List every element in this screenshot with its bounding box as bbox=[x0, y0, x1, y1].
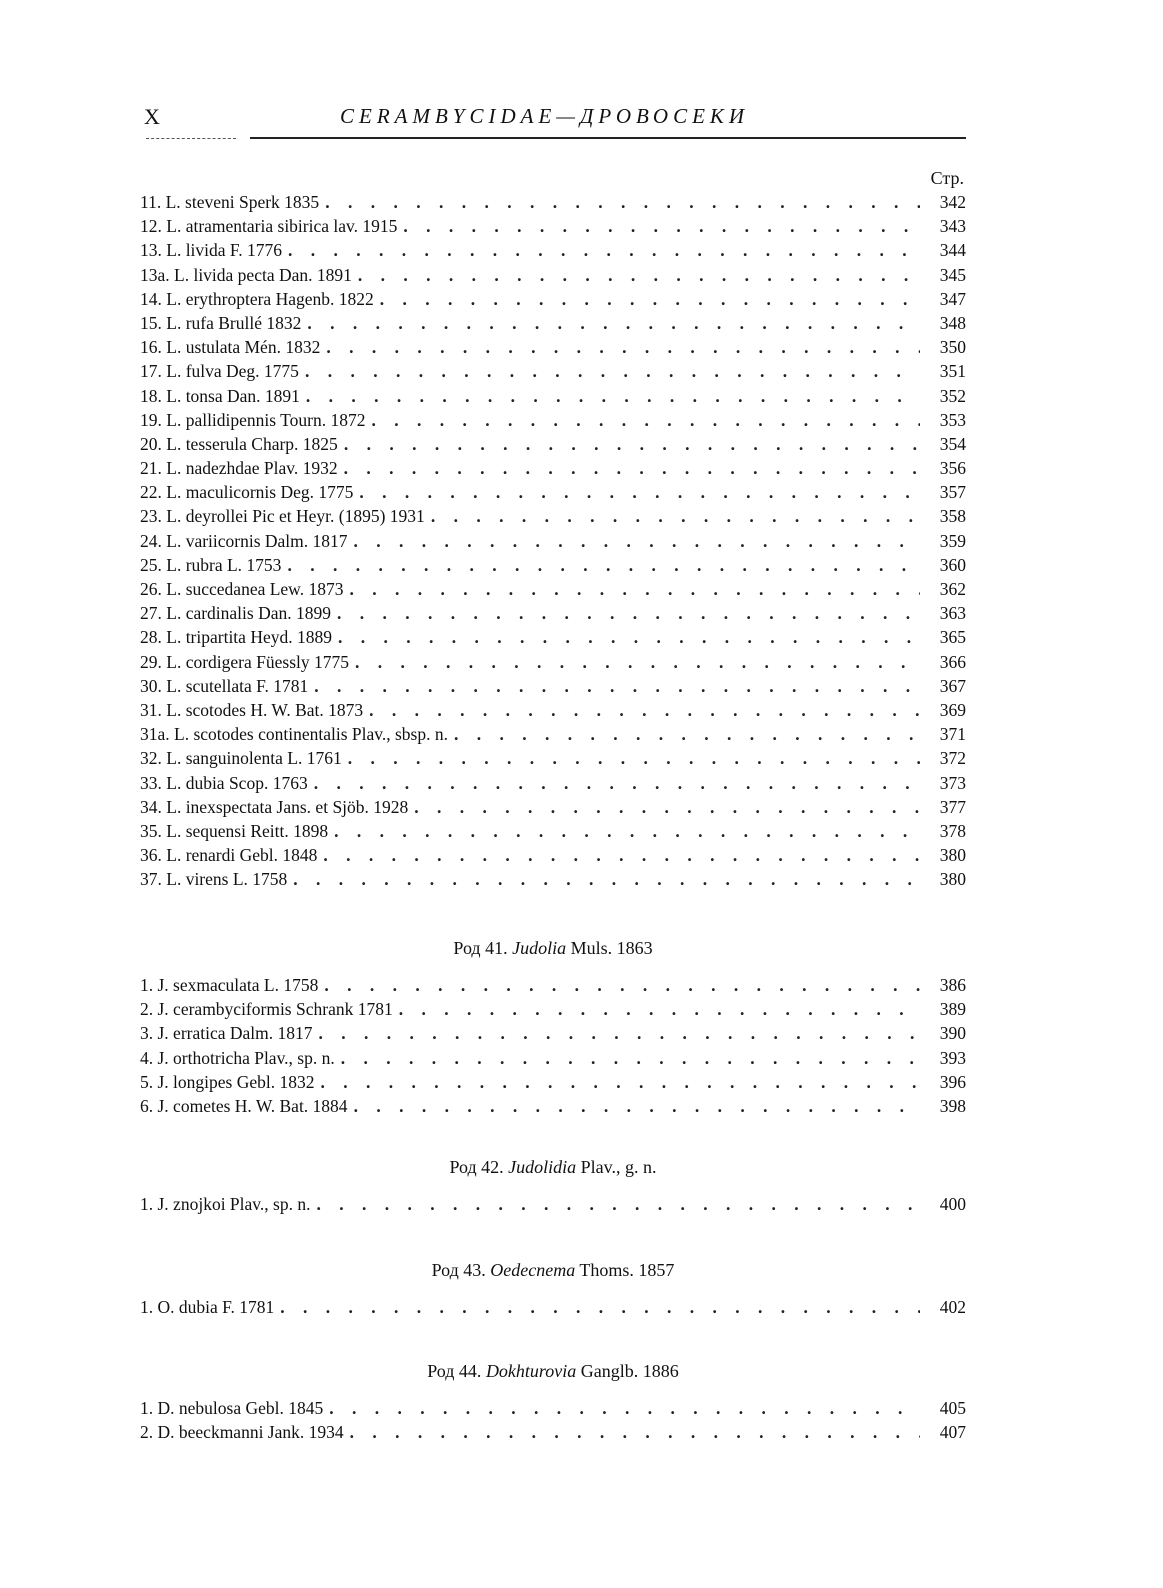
page-number: 400 bbox=[939, 1194, 966, 1214]
list-item bbox=[140, 410, 966, 434]
page-number: 353 bbox=[939, 409, 966, 430]
species-name: 29. L. cordigera Füessly 1775 bbox=[140, 651, 349, 672]
page-number: 362 bbox=[939, 579, 966, 599]
page-number: 405 bbox=[939, 1398, 966, 1418]
list-item bbox=[140, 579, 966, 603]
page-number: 365 bbox=[939, 627, 966, 648]
list-item bbox=[140, 1398, 966, 1422]
list-item bbox=[140, 1297, 966, 1321]
species-name: 27. L. cardinalis Dan. 1899 bbox=[140, 603, 331, 624]
page-number: 389 bbox=[939, 999, 966, 1020]
list-item bbox=[140, 869, 966, 893]
list-item bbox=[140, 748, 966, 772]
list-item bbox=[140, 506, 966, 530]
genus-heading bbox=[140, 935, 966, 961]
dot-leader bbox=[349, 579, 920, 600]
dot-leader bbox=[380, 289, 920, 310]
genus-author: Plav., g. n. bbox=[576, 1157, 657, 1177]
dot-leader bbox=[338, 627, 920, 648]
page-number: 354 bbox=[939, 433, 966, 454]
genus-heading bbox=[140, 1154, 966, 1180]
dot-leader bbox=[354, 531, 920, 552]
page-number: 343 bbox=[939, 216, 966, 237]
dot-leader bbox=[287, 555, 920, 576]
dot-leader bbox=[348, 748, 920, 769]
genus-name: Dokhturovia bbox=[485, 1361, 577, 1381]
species-name: 5. J. longipes Gebl. 1832 bbox=[140, 1071, 315, 1092]
species-name: 33. L. dubia Scop. 1763 bbox=[140, 772, 308, 793]
species-name: 12. L. atramentaria sibirica lav. 1915 bbox=[140, 216, 398, 237]
dot-leader bbox=[280, 1297, 920, 1318]
dot-leader bbox=[325, 192, 920, 213]
list-item bbox=[140, 1422, 966, 1446]
dot-leader bbox=[344, 434, 920, 455]
list-item bbox=[140, 361, 966, 385]
contents-section bbox=[140, 1257, 966, 1321]
list-item bbox=[140, 724, 966, 748]
species-name: 32. L. sanguinolenta L. 1761 bbox=[140, 748, 342, 769]
species-name: 3. J. erratica Dalm. 1817 bbox=[140, 1023, 313, 1044]
species-name: 23. L. deyrollei Pic et Heyr. (1895) 1931 bbox=[140, 506, 425, 527]
genus-heading bbox=[140, 1257, 966, 1283]
genus-number: Род 44. bbox=[427, 1361, 486, 1381]
species-name: 13. L. livida F. 1776 bbox=[140, 240, 282, 261]
species-name: 25. L. rubra L. 1753 bbox=[140, 554, 282, 575]
species-name: 19. L. pallidipennis Tourn. 1872 bbox=[140, 409, 366, 430]
header-rule-dashed bbox=[146, 138, 236, 139]
dot-leader bbox=[334, 821, 920, 842]
page-number: 357 bbox=[939, 482, 966, 503]
species-name: 28. L. tripartita Heyd. 1889 bbox=[140, 627, 332, 648]
species-name: 26. L. succedanea Lew. 1873 bbox=[140, 579, 344, 599]
species-name: 37. L. virens L. 1758 bbox=[140, 869, 288, 890]
page-number: 378 bbox=[939, 820, 966, 841]
genus-name: Judolidia bbox=[508, 1157, 577, 1177]
list-item bbox=[140, 337, 966, 361]
dot-leader bbox=[337, 603, 920, 624]
page-number: 360 bbox=[939, 554, 966, 575]
contents-section bbox=[140, 1358, 966, 1446]
list-item bbox=[140, 386, 966, 410]
dot-leader bbox=[431, 506, 920, 527]
page-number: 345 bbox=[939, 264, 966, 285]
genus-author: Thoms. 1857 bbox=[575, 1260, 675, 1280]
species-name: 1. J. znojkoi Plav., sp. n. bbox=[140, 1194, 311, 1214]
list-item bbox=[140, 482, 966, 506]
list-item bbox=[140, 1023, 966, 1047]
dot-leader bbox=[414, 797, 920, 818]
dot-leader bbox=[341, 1048, 920, 1069]
list-item bbox=[140, 289, 966, 313]
species-name: 2. D. beeckmanni Jank. 1934 bbox=[140, 1422, 344, 1443]
dot-leader bbox=[359, 482, 920, 503]
dot-leader bbox=[355, 652, 920, 673]
species-name: 21. L. nadezhdae Plav. 1932 bbox=[140, 458, 338, 479]
page-number: 402 bbox=[939, 1297, 966, 1317]
dot-leader bbox=[403, 216, 920, 237]
genus-name: Oedecnema bbox=[490, 1260, 576, 1280]
species-name: 13a. L. livida pecta Dan. 1891 bbox=[140, 264, 352, 285]
page-number: 407 bbox=[939, 1422, 966, 1443]
page-number: 342 bbox=[939, 192, 966, 212]
page-number: 393 bbox=[939, 1047, 966, 1068]
page-number: 373 bbox=[939, 772, 966, 793]
species-name: 24. L. variicornis Dalm. 1817 bbox=[140, 530, 348, 551]
dot-leader bbox=[454, 724, 920, 745]
species-name: 1. O. dubia F. 1781 bbox=[140, 1297, 275, 1317]
genus-number: Род 42. bbox=[449, 1157, 509, 1177]
dot-leader bbox=[354, 1096, 920, 1117]
page-number: 390 bbox=[939, 1023, 966, 1044]
page-number: 358 bbox=[939, 506, 966, 527]
contents-section bbox=[140, 1154, 966, 1218]
dot-leader bbox=[319, 1023, 920, 1044]
page-number: 372 bbox=[939, 748, 966, 769]
species-name: 4. J. orthotricha Plav., sp. n. bbox=[140, 1047, 335, 1068]
page-folio: X bbox=[144, 104, 161, 129]
page-number: 363 bbox=[939, 603, 966, 624]
species-name: 20. L. tesserula Charp. 1825 bbox=[140, 433, 338, 454]
dot-leader bbox=[350, 1422, 920, 1443]
page-number: 380 bbox=[939, 869, 966, 890]
genus-author: Muls. 1863 bbox=[566, 938, 653, 958]
page-number: 347 bbox=[939, 288, 966, 309]
page-number: 377 bbox=[939, 796, 966, 817]
contents-section bbox=[140, 192, 966, 893]
list-item bbox=[140, 192, 966, 216]
page-number: 350 bbox=[939, 337, 966, 358]
dot-leader bbox=[305, 361, 920, 382]
species-name: 1. J. sexmaculata L. 1758 bbox=[140, 975, 319, 995]
list-item bbox=[140, 1072, 966, 1096]
list-item bbox=[140, 240, 966, 264]
dot-leader bbox=[321, 1072, 920, 1093]
running-title: CERAMBYCIDAE—ДРОВОСЕКИ bbox=[340, 104, 750, 128]
genus-number: Род 43. bbox=[431, 1260, 491, 1280]
species-name: 6. J. cometes H. W. Bat. 1884 bbox=[140, 1095, 348, 1116]
dot-leader bbox=[314, 773, 920, 794]
list-item bbox=[140, 216, 966, 240]
list-item bbox=[140, 975, 966, 999]
page-number: 398 bbox=[939, 1095, 966, 1116]
page-header bbox=[140, 104, 965, 134]
species-name: 34. L. inexspectata Jans. et Sjöb. 1928 bbox=[140, 796, 409, 817]
page-number: 371 bbox=[939, 724, 966, 745]
species-name: 17. L. fulva Deg. 1775 bbox=[140, 361, 299, 382]
list-item bbox=[140, 531, 966, 555]
page-number: 351 bbox=[939, 361, 966, 382]
dot-leader bbox=[358, 265, 920, 286]
page-number: 359 bbox=[939, 530, 966, 551]
list-item bbox=[140, 652, 966, 676]
dot-leader bbox=[316, 1194, 920, 1215]
page-number: 352 bbox=[939, 385, 966, 406]
list-item bbox=[140, 797, 966, 821]
dot-leader bbox=[369, 700, 920, 721]
list-item bbox=[140, 676, 966, 700]
list-item bbox=[140, 1096, 966, 1120]
page-number: 369 bbox=[939, 699, 966, 720]
list-item bbox=[140, 555, 966, 579]
list-item bbox=[140, 603, 966, 627]
dot-leader bbox=[326, 337, 920, 358]
dot-leader bbox=[329, 1398, 920, 1419]
contents-section bbox=[140, 935, 966, 1120]
list-item bbox=[140, 773, 966, 797]
dot-leader bbox=[288, 240, 920, 261]
page-number: 348 bbox=[939, 312, 966, 333]
genus-heading bbox=[140, 1358, 966, 1384]
list-item bbox=[140, 265, 966, 289]
species-name: 35. L. sequensi Reitt. 1898 bbox=[140, 820, 329, 841]
species-name: 16. L. ustulata Mén. 1832 bbox=[140, 337, 321, 358]
page-column-heading: Стр. bbox=[930, 168, 964, 188]
species-name: 2. J. cerambyciformis Schrank 1781 bbox=[140, 999, 393, 1020]
genus-number: Род 41. bbox=[453, 938, 513, 958]
genus-name: Judolia bbox=[512, 938, 567, 958]
dot-leader bbox=[306, 386, 920, 407]
dot-leader bbox=[323, 845, 920, 866]
list-item bbox=[140, 627, 966, 651]
list-item bbox=[140, 434, 966, 458]
species-name: 14. L. erythroptera Hagenb. 1822 bbox=[140, 288, 374, 309]
list-item bbox=[140, 1048, 966, 1072]
species-name: 36. L. renardi Gebl. 1848 bbox=[140, 845, 318, 866]
dot-leader bbox=[314, 676, 920, 697]
page-number: 386 bbox=[939, 975, 966, 995]
genus-author: Ganglb. 1886 bbox=[576, 1361, 679, 1381]
page-number: 396 bbox=[939, 1071, 966, 1092]
species-name: 22. L. maculicornis Deg. 1775 bbox=[140, 482, 354, 503]
species-name: 31a. L. scotodes continentalis Plav., sbsp. n. bbox=[140, 724, 448, 745]
page-number: 356 bbox=[939, 458, 966, 479]
list-item bbox=[140, 458, 966, 482]
list-item bbox=[140, 821, 966, 845]
species-name: 30. L. scutellata F. 1781 bbox=[140, 675, 309, 696]
species-name: 15. L. rufa Brullé 1832 bbox=[140, 312, 302, 333]
page-number: 380 bbox=[939, 845, 966, 866]
page-number: 366 bbox=[939, 651, 966, 672]
dot-leader bbox=[344, 458, 920, 479]
species-name: 18. L. tonsa Dan. 1891 bbox=[140, 385, 300, 406]
species-name: 11. L. steveni Sperk 1835 bbox=[140, 192, 320, 212]
dot-leader bbox=[324, 975, 920, 996]
list-item bbox=[140, 1194, 966, 1218]
dot-leader bbox=[371, 410, 920, 431]
list-item bbox=[140, 700, 966, 724]
page-number: 367 bbox=[939, 675, 966, 696]
dot-leader bbox=[399, 999, 920, 1020]
list-item bbox=[140, 313, 966, 337]
dot-leader bbox=[307, 313, 920, 334]
list-item bbox=[140, 999, 966, 1023]
list-item bbox=[140, 845, 966, 869]
dot-leader bbox=[293, 869, 920, 890]
species-name: 31. L. scotodes H. W. Bat. 1873 bbox=[140, 699, 364, 720]
species-name: 1. D. nebulosa Gebl. 1845 bbox=[140, 1398, 324, 1418]
page-number: 344 bbox=[939, 240, 966, 261]
header-rule bbox=[250, 137, 966, 139]
